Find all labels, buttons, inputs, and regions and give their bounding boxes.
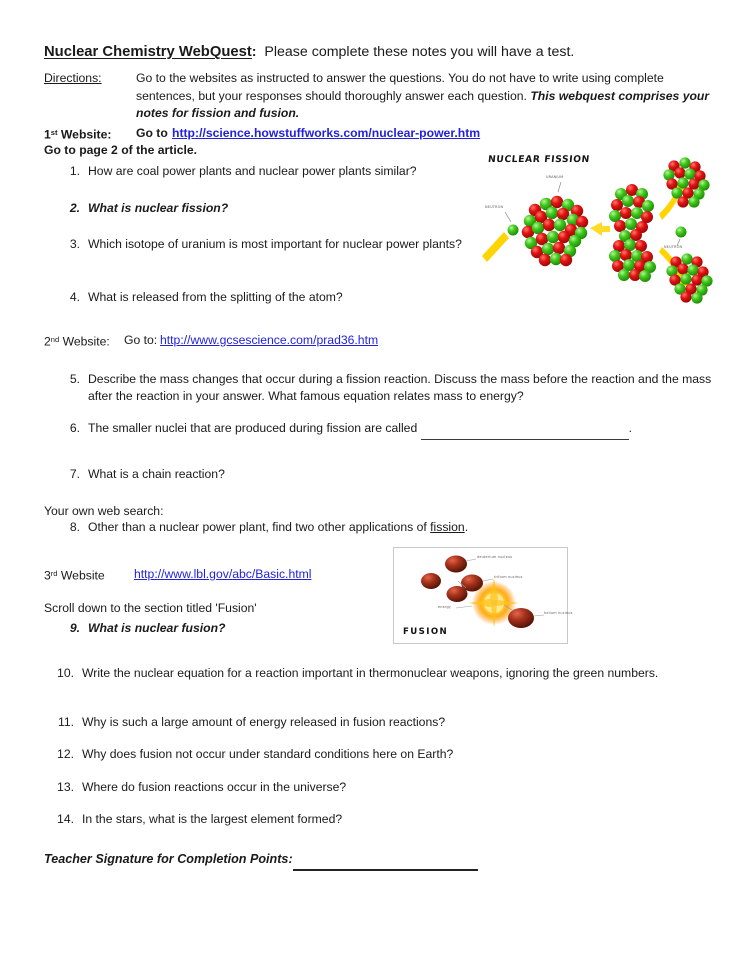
fission-diagram-graphic: [478, 152, 713, 304]
question-14-number: 14.: [57, 812, 74, 826]
daughter-nucleus-upper: [663, 157, 709, 207]
website-1-ordinal-suffix: st: [50, 128, 58, 137]
question-7-number: 7.: [69, 467, 80, 481]
website-3-label-text: Website: [57, 568, 105, 583]
question-2: [58, 200, 458, 217]
question-6-text: [88, 420, 713, 440]
question-9-text: What is nuclear fusion?: [88, 621, 226, 635]
question-5-number: 5.: [69, 372, 80, 386]
fusion-label-tritium: tritium nucleus: [494, 575, 523, 579]
website-3-label: [44, 566, 105, 583]
question-12: [52, 746, 682, 763]
website-2-url[interactable]: http://www.gcsescience.com/prad36.htm: [160, 333, 379, 347]
fusion-label-deuterium: deuterium nucleus: [477, 555, 513, 559]
question-10-text: Write the nuclear equation for a reaction important in thermonuclear weapons, ignoring the green numbers.: [82, 666, 659, 680]
uranium-nucleus: [522, 196, 588, 266]
question-6-number: 6.: [69, 421, 80, 435]
question-3: [58, 236, 468, 253]
website-1-goto: Go to: [136, 126, 168, 140]
website-1-label: [44, 125, 111, 142]
question-8-prompt: Other than a nuclear power plant, find two other applications of: [88, 520, 431, 534]
website-3-ordinal: 3: [44, 568, 51, 583]
question-1-number: 1.: [69, 164, 80, 178]
teacher-signature-blank[interactable]: [293, 853, 478, 871]
website-2-label: [44, 332, 110, 349]
website-3-note: Scroll down to the section titled 'Fusion': [44, 601, 257, 615]
question-6-answer-blank[interactable]: [421, 422, 629, 440]
directions-text: Go to the websites as instructed to answer the questions. You do not have to write using complete sentences, but your responses should thoroughly answer each question.: [136, 71, 664, 103]
question-14: [52, 811, 682, 828]
question-4-number: 4.: [69, 290, 80, 304]
question-14-text: In the stars, what is the largest element formed?: [82, 812, 343, 826]
question-13-text: Where do fusion reactions occur in the universe?: [82, 780, 347, 794]
website-3-url[interactable]: http://www.lbl.gov/abc/Basic.html: [134, 567, 312, 581]
question-6-period: .: [628, 421, 633, 435]
question-10: [52, 665, 682, 682]
question-3-text: Which isotope of uranium is most important for nuclear power plants?: [88, 237, 462, 251]
page-title-colon: :: [251, 44, 257, 60]
question-4-text: What is released from the splitting of the atom?: [88, 290, 343, 304]
question-1-text: How are coal power plants and nuclear power plants similar?: [88, 164, 417, 178]
question-6-prompt: The smaller nuclei that are produced during fission are called: [88, 421, 421, 435]
question-13-number: 13.: [57, 780, 74, 794]
question-8-period: .: [464, 520, 469, 534]
question-11-text: Why is such a large amount of energy released in fusion reactions?: [82, 715, 446, 729]
daughter-nucleus-lower: [666, 253, 712, 303]
website-1-note: Go to page 2 of the article.: [44, 143, 198, 157]
website-1-label-text: Website:: [57, 127, 112, 142]
own-search-heading: Your own web search:: [44, 504, 164, 518]
fission-label-neutron-out: NEUTRON: [664, 245, 683, 249]
question-12-text: Why does fusion not occur under standard conditions here on Earth?: [82, 747, 454, 761]
question-8-number: 8.: [69, 520, 80, 534]
nuclear-fusion-diagram: [393, 547, 573, 644]
website-2-goto: Go to:: [124, 333, 158, 347]
question-11-number: 11.: [57, 715, 74, 729]
website-3-ordinal-suffix: rd: [50, 569, 58, 578]
directions-emphasis: This webquest comprises your notes for fission and fusion.: [136, 88, 710, 120]
question-12-number: 12.: [57, 747, 74, 761]
fusion-label-energy: energy: [438, 605, 452, 609]
question-11: [52, 714, 682, 731]
fusion-label-helium: helium nucleus: [544, 611, 573, 615]
website-2-label-text: Website:: [59, 334, 110, 349]
page-title-main: Nuclear Chemistry WebQuest: [44, 44, 252, 60]
page-title: [44, 43, 574, 62]
question-7: [58, 466, 558, 483]
question-10-number: 10.: [57, 666, 74, 680]
website-2-ordinal-suffix: nd: [50, 335, 60, 344]
question-5-text: Describe the mass changes that occur during a fission reaction. Discuss the mass before the reaction and the mass after the reaction in your answer. What famous equation relates mass to energy?: [88, 372, 712, 403]
question-3-number: 3.: [69, 237, 80, 251]
fission-label-uranium: URANIUM: [546, 175, 564, 179]
question-1: [58, 163, 458, 180]
page-title-instruction: Please complete these notes you will have a test.: [264, 44, 575, 60]
fusion-diagram-title: FUSION: [403, 627, 449, 637]
question-8-keyword: fission: [430, 520, 465, 534]
nuclear-fission-diagram: [478, 152, 713, 304]
fission-label-neutron-in: NEUTRON: [485, 205, 504, 209]
directions-body: [136, 70, 712, 123]
question-13: [52, 779, 682, 796]
question-7-text: What is a chain reaction?: [88, 467, 225, 481]
question-8: [58, 519, 608, 536]
website-1-ordinal: 1: [44, 127, 51, 142]
question-4: [58, 289, 468, 306]
question-9: [58, 620, 388, 637]
website-2-ordinal: 2: [44, 334, 51, 349]
question-2-number: 2.: [69, 201, 80, 215]
question-5: [58, 371, 713, 404]
question-8-text: [88, 519, 608, 536]
fission-diagram-title: NUCLEAR FISSION: [487, 154, 591, 165]
website-1-url[interactable]: http://science.howstuffworks.com/nuclear-power.htm: [172, 126, 481, 140]
question-9-number: 9.: [69, 621, 80, 635]
splitting-nucleus: [609, 184, 656, 282]
teacher-signature-label: Teacher Signature for Completion Points:: [44, 852, 293, 866]
teacher-signature-line: [44, 851, 478, 871]
directions-label: Directions:: [44, 71, 102, 85]
question-6: [58, 420, 713, 440]
question-2-text: What is nuclear fission?: [88, 201, 229, 215]
